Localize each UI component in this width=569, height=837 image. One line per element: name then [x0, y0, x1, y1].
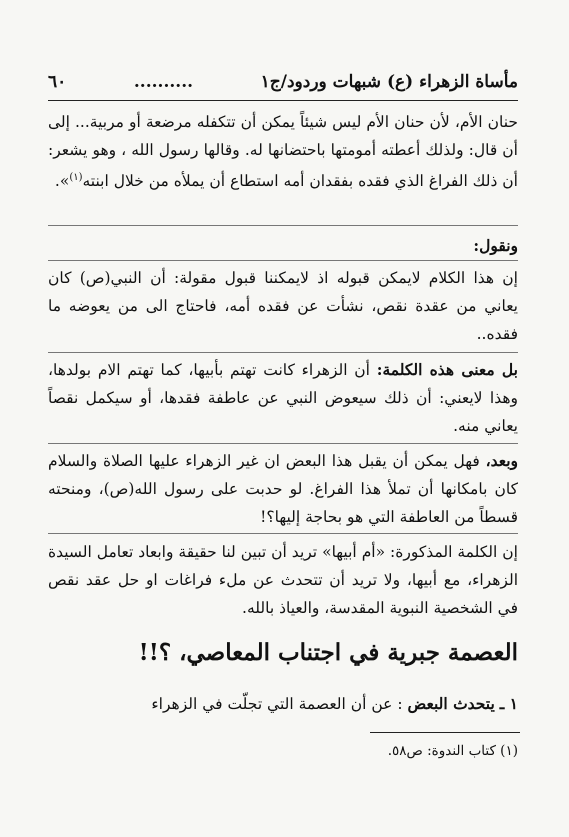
divider [48, 352, 518, 353]
divider [48, 443, 518, 444]
paragraph-5 [48, 447, 518, 531]
paragraph-4-text: أن الزهراء كانت تهتم بأبيها، كما تهتم الام بولدها، وهذا لايعني: أن ذلك سيعوض النبي عن عاطفة فقدها، أو سيكمل نقصاً يعاني منه. [48, 361, 518, 435]
footnote-ref: (١) [69, 172, 83, 183]
paragraph-4-lead: بل معنى هذه الكلمة: [376, 360, 518, 379]
header-rule [48, 100, 518, 101]
paragraph-1-text: حنان الأم، لأن حنان الأم ليس شيئاً يمكن أن تتكفله مرضعة أو مربية... إلى أن قال: ولذلك أعطته أمومتها باحتضانها له. وقالها رسول الله ، وهو يشعر: أن ذلك الفراغ الذي فقده بفقدان أمه استطاع أن يملأه من خلال ابنته [48, 113, 518, 191]
paragraph-3-text: إن هذا الكلام لايمكن قبوله اذ لايمكننا قبول مقولة: أن النبي(ص) كان يعاني من عقدة نقص، نشأت عن فقده أمه، فاحتاج الى من يعوضه ما فقده.. [48, 269, 518, 343]
item-number: ١ ـ [499, 694, 518, 713]
paragraph-1-end: ». [54, 172, 70, 191]
divider [48, 225, 518, 226]
header-dots: .......... [133, 72, 194, 92]
list-item-1 [48, 690, 518, 718]
section-title: العصمة جبرية في اجتناب المعاصي، ؟!! [138, 639, 518, 666]
paragraph-6-text: إن الكلمة المذكورة: «أم أبيها» تريد أن تبين لنا حقيقة وابعاد تعامل السيدة الزهراء، مع أبيها، ولا تريد أن تتحدث عن ملء فراغات او حل عقد نقص في الشخصية النبوية المقدسة، والعياذ بالله. [48, 543, 518, 617]
footnote-rule [370, 732, 520, 733]
running-title: مأساة الزهراء (ع) شبهات وردود/ج١ [260, 72, 518, 92]
page-number: ٦٠ [48, 72, 67, 92]
item-lead: يتحدث البعض [407, 694, 495, 713]
paragraph-1 [48, 108, 518, 195]
divider [48, 260, 518, 261]
footnote: (١) كتاب الندوة: ص٥٨. [387, 743, 518, 759]
paragraph-5-text: فهل يمكن أن يقبل هذا البعض ان غير الزهراء عليها الصلاة والسلام كان بامكانها أن تملأ هذا الفراغ. لو حدبت على رسول الله(ص)، ومنحته قسطاً من العاطفة التي هو بحاجة إليها؟! [48, 452, 518, 526]
page-header [48, 72, 518, 92]
divider [48, 533, 518, 534]
paragraph-5-lead: وبعد، [485, 451, 518, 470]
paragraph-2 [48, 232, 518, 260]
paragraph-4 [48, 356, 518, 440]
paragraph-3 [48, 264, 518, 348]
paragraph-2-text: ونقول: [473, 236, 518, 255]
paragraph-6 [48, 538, 518, 622]
item-text: : عن أن العصمة التي تجلّت في الزهراء [151, 695, 408, 713]
